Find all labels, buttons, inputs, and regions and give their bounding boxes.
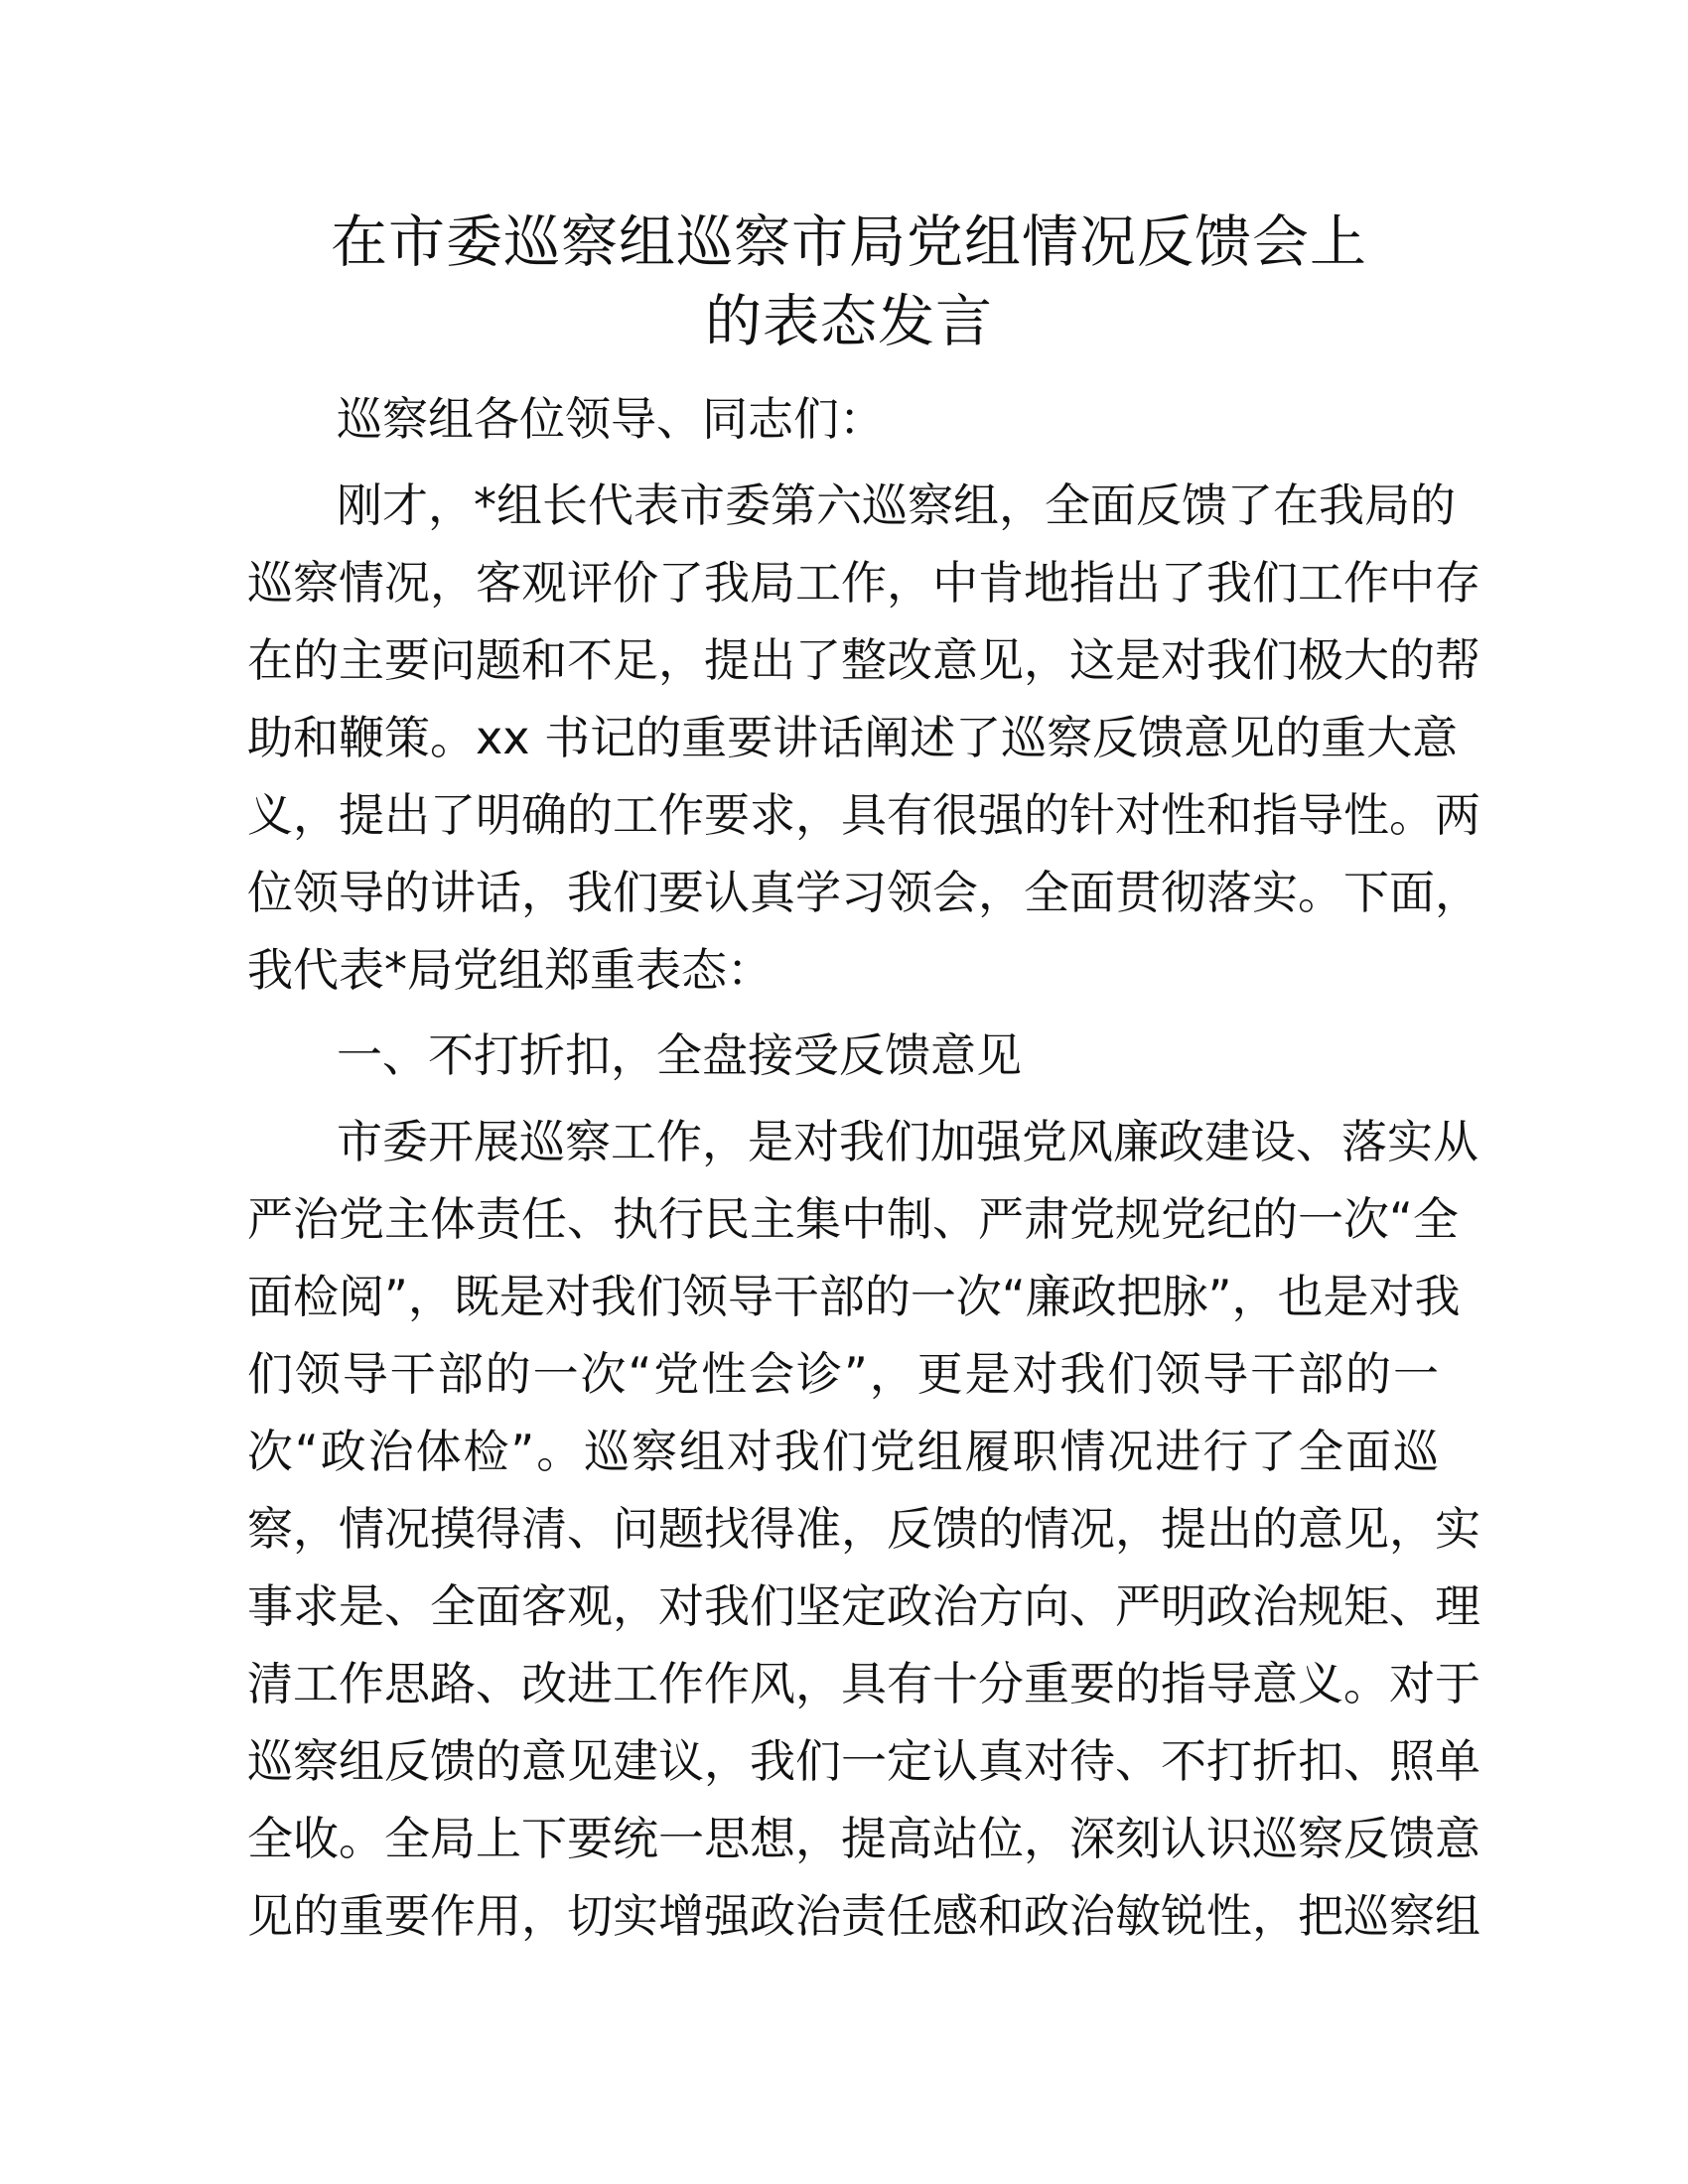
paragraph-2-line: 全收。全局上下要统一思想，提高站位，深刻认识巡察反馈意: [247, 1812, 1480, 1865]
paragraph-1-line: 在的主要问题和不足，提出了整改意见，这是对我们极大的帮: [247, 633, 1480, 687]
paragraph-2-line: 严治党主体责任、执行民主集中制、严肃党规党纪的一次“全: [247, 1192, 1459, 1246]
paragraph-1-line: 我代表*局党组郑重表态：: [247, 943, 773, 997]
paragraph-2-line: 们领导干部的一次“党性会诊”，更是对我们领导干部的一: [247, 1347, 1439, 1401]
paragraph-1-line: 助和鞭策。xx 书记的重要讲话阐述了巡察反馈意见的重大意: [247, 711, 1459, 764]
section-heading-1: 一、不打折扣，全盘接受反馈意见: [337, 1028, 1022, 1082]
paragraph-2-line: 次“政治体检”。巡察组对我们党组履职情况进行了全面巡: [247, 1425, 1439, 1478]
paragraph-2-line: 见的重要作用，切实增强政治责任感和政治敏锐性，把巡察组: [247, 1889, 1480, 1943]
paragraph-2-line: 察，情况摸得清、问题找得准，反馈的情况，提出的意见，实: [247, 1502, 1480, 1556]
paragraph-2-line: 面检阅”，既是对我们领导干部的一次“廉政把脉”，也是对我: [247, 1270, 1461, 1323]
paragraph-2-line: 巡察组反馈的意见建议，我们一定认真对待、不打折扣、照单: [247, 1734, 1480, 1788]
paragraph-2-line: 清工作思路、改进工作作风，具有十分重要的指导意义。对于: [247, 1657, 1480, 1710]
paragraph-1-line: 义，提出了明确的工作要求，具有很强的针对性和指导性。两: [247, 788, 1480, 842]
document-title-line-2: 的表态发言: [705, 289, 993, 354]
paragraph-1-line: 巡察情况，客观评价了我局工作，中肯地指出了我们工作中存: [247, 556, 1480, 610]
paragraph-2-line: 市委开展巡察工作，是对我们加强党风廉政建设、落实从: [337, 1115, 1478, 1168]
paragraph-2-line: 事求是、全面客观，对我们坚定政治方向、严明政治规矩、理: [247, 1579, 1480, 1633]
document-title-line-1: 在市委巡察组巡察市局党组情况反馈会上: [331, 209, 1367, 275]
paragraph-1-line: 位领导的讲话，我们要认真学习领会，全面贯彻落实。下面，: [247, 866, 1480, 919]
paragraph-1-line: 刚才，*组长代表市委第六巡察组，全面反馈了在我局的: [337, 478, 1456, 532]
salutation: 巡察组各位领导、同志们：: [337, 392, 885, 446]
